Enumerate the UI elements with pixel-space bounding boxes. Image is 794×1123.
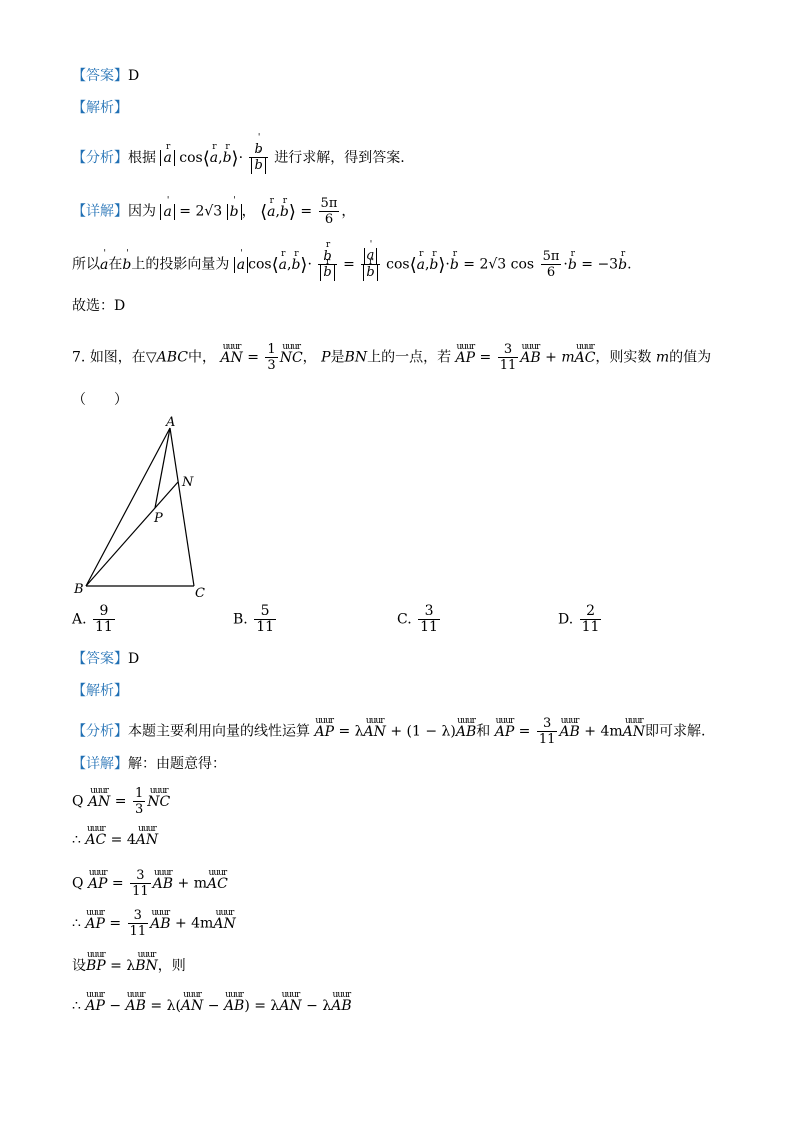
angle-den: 6 [324, 212, 334, 227]
label-b: B [74, 582, 84, 597]
result-mid: = 2√3 cos [463, 256, 535, 273]
answer-letter: D [128, 68, 140, 84]
detail-prefix: 因为 [128, 203, 156, 220]
q7-analysis-line: 【解析】 [72, 683, 128, 699]
result-end: = −3 [581, 256, 619, 273]
angle-eq: = [300, 203, 313, 220]
step-5: 设uuur BP = λuuur BN，则 [72, 956, 186, 976]
so-mid: 在 [108, 256, 123, 273]
option-d[interactable]: D. $\frac{2}{11}$ [558, 603, 600, 635]
step-1: Q uuur AN = $\frac{1}{3}$ uuur NC [72, 786, 170, 817]
q7-fenxi-line: 【分析】本题主要利用向量的线性运算 uuur AP = λuuur AN + (1 − λ)uuur AB和 uuur AP = $\frac{3}{11}$ uuur AB + 4muuur AN即可求解. [72, 716, 705, 747]
side-ac [170, 428, 194, 586]
q6-fenxi-line: 【分析】根据 r a cos⟨r a,r b⟩· ' b ' b 进行求解，得到答案. [72, 142, 405, 174]
q7-answer-line: 【答案】D [72, 651, 140, 667]
segment-bn [86, 482, 178, 586]
step-3: Q uuur AP = $\frac{3}{11}$ uuur AB + muuur AC [72, 868, 228, 899]
label-a: A [166, 415, 176, 430]
q6-analysis-line [72, 98, 128, 118]
label-p: P [154, 511, 163, 526]
detail-tag: 【详解】 [72, 203, 128, 220]
option-a[interactable]: A. $\frac{9}{11}$ [72, 603, 113, 635]
detail-eq1: = 2√3 [179, 203, 223, 220]
q7-answer-letter: D [128, 651, 140, 667]
so-prefix: 所以 [72, 256, 100, 273]
q6-answer-line [72, 66, 139, 86]
q6-choice: 故选：D [72, 298, 126, 314]
answer-tag: 【答案】 [72, 68, 128, 84]
option-b[interactable]: B. $\frac{5}{11}$ [233, 603, 275, 635]
step-6: ∴ uuur AP − uuur AB = λ(uuur AN − uuur AB) = λuuur AN − λuuur AB [72, 996, 352, 1016]
step-4: ∴ uuur AP = $\frac{3}{11}$ uuur AB + 4muuur AN [72, 908, 236, 939]
label-c: C [195, 586, 205, 601]
q7-paren: （ ） [72, 392, 128, 408]
angle-num: 5π [320, 196, 338, 211]
segment-ap [155, 428, 170, 508]
step-2: ∴ uuur AC = 4uuur AN [72, 830, 158, 850]
triangle-figure [70, 412, 230, 602]
label-n: N [182, 475, 194, 490]
option-c[interactable]: C. $\frac{3}{11}$ [397, 603, 438, 635]
fenxi-text: 根据 [128, 150, 156, 166]
fenxi-tag: 【分析】 [72, 150, 128, 166]
q7-stem: 7. 如图，在▽ABC中， uuur AN = $\frac{1}{3}$ uuur NC， P是BN上的一点，若 uuur AP = $\frac{3}{11}$ uuur AB + muuur AC，则实数 m的值为 [72, 342, 711, 373]
q6-result-line: 所以' a在' b上的投影向量为 ' a cos⟨r a,r b⟩· r b r b = ' a r b cos⟨r a,r b⟩·r b = 2√3 cos $\frac{5\pi}{6}$ ·r b = −3r b. [72, 248, 632, 281]
side-ab [86, 428, 170, 586]
analysis-tag: 【解析】 [72, 100, 128, 116]
fenxi-suffix: 进行求解，得到答案. [274, 150, 405, 166]
so-suffix: 上的投影向量为 [131, 256, 230, 273]
q6-detail-line: 【详解】因为 ' a = 2√3 ' b ， ⟨r a,r b⟩ = $\frac{5\pi}{6}$ ， [72, 196, 355, 227]
q7-detail-line: 【详解】解：由题意得： [72, 756, 226, 772]
